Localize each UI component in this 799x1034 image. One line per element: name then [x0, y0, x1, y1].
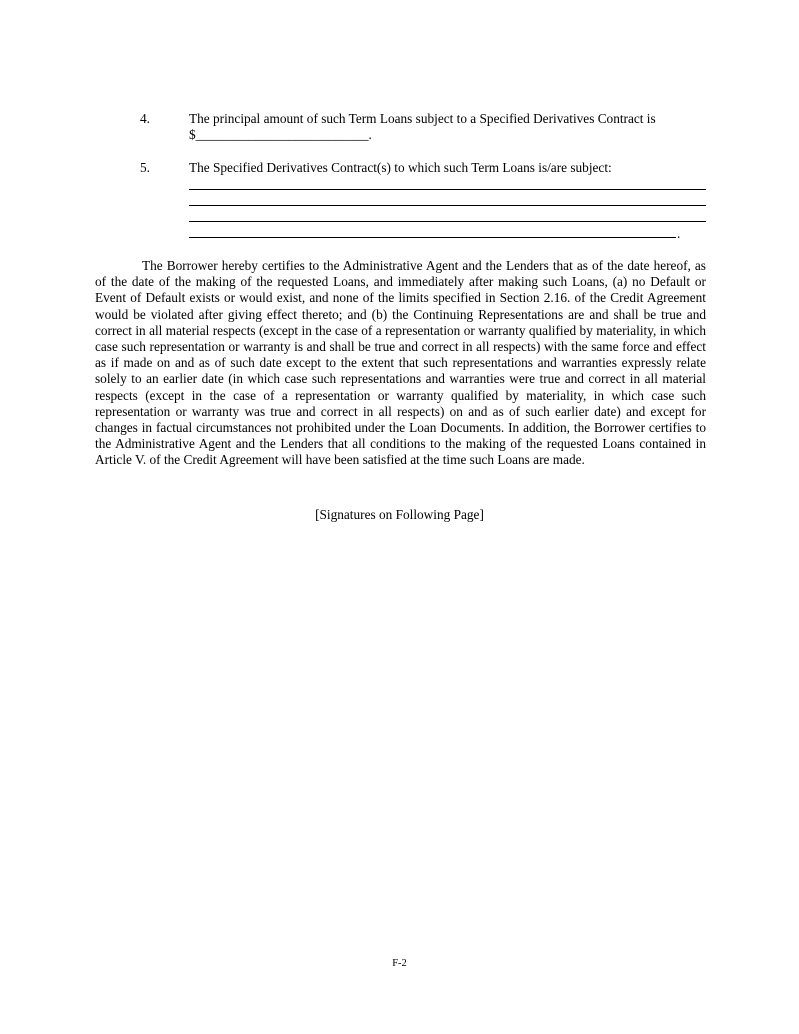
- certification-paragraph: The Borrower hereby certifies to the Administrative Agent and the Lenders that as of the date hereof, as of the date of the making of the requested Loans, and immediately after making such Loans, (a) no Default or Event of Default exists or would exist, and none of the limits specified in Section 2.16. of the Credit Agreement would be violated after giving effect thereto; and (b) the Continuing Representations are and shall be true and correct in all material respects (except in the case of a representation or warranty qualified by materiality, in which case such representation or warranty is and shall be true and correct in all respects) with the same force and effect as if made on and as of such date except to the extent that such representations and warranties expressly relate solely to an earlier date (in which case such representations and warranties were true and correct in all material respects (except in the case of a representation or warranty qualified by materiality, in which case such representation or warranty was true and correct in all respects) on and as of such earlier date) and except for changes in factual circumstances not prohibited under the Loan Documents. In addition, the Borrower certifies to the Administrative Agent and the Lenders that all conditions to the making of the requested Loans contained in Article V. of the Credit Agreement will have been satisfied at the time such Loans are made.: [95, 258, 706, 468]
- item-number: 5.: [140, 160, 150, 175]
- blank-line-4[interactable]: [189, 237, 676, 238]
- item-4-text: The principal amount of such Term Loans subject to a Specified Derivatives Contract is: [189, 111, 656, 126]
- signatures-note: [Signatures on Following Page]: [315, 507, 484, 522]
- blank-line-terminator: .: [677, 226, 681, 241]
- page-number: F-2: [392, 958, 407, 969]
- blank-line-2[interactable]: [189, 205, 706, 206]
- item-number: 4.: [140, 111, 150, 126]
- blank-line-1[interactable]: [189, 189, 706, 190]
- blank-line-3[interactable]: [189, 221, 706, 222]
- item-text: [189, 160, 706, 176]
- principal-amount-blank[interactable]: $__________________________.: [189, 127, 372, 143]
- item-text: [189, 111, 706, 143]
- item-5-text: The Specified Derivatives Contract(s) to which such Term Loans is/are subject:: [189, 160, 612, 175]
